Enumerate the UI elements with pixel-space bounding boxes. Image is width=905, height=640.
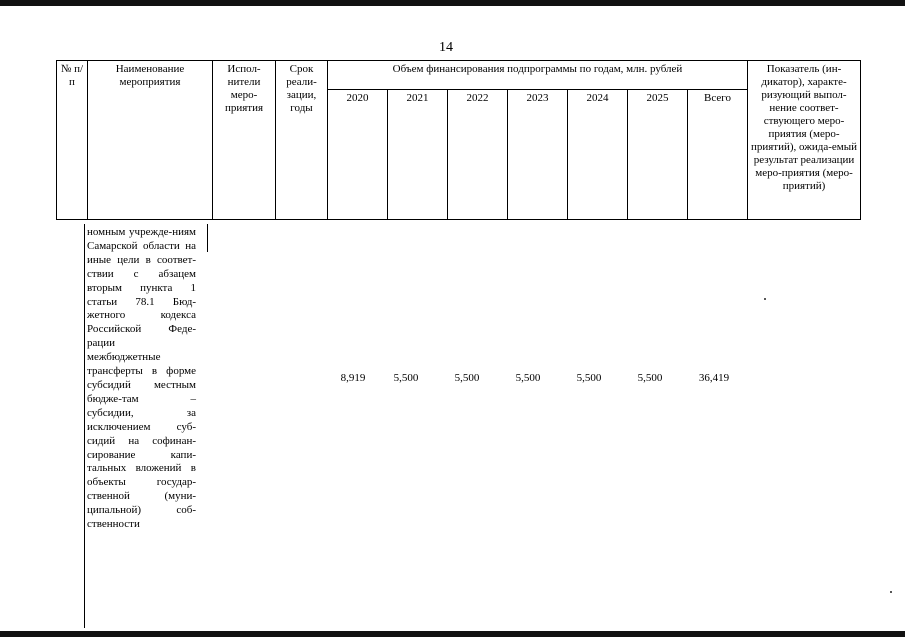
value-2024: 5,500 [576,372,602,384]
value-2020: 8,919 [340,372,366,384]
top-border-bar [0,0,905,6]
value-total: 36,419 [698,372,730,384]
measure-continuation-text: номным учрежде-ниям Самарской области на иные цели в соответ-ствии с абзацем вторым пункта 1 статьи 78.1 Бюд-жетного кодекса Российской Феде-рации [87,226,196,350]
header-year: 2024 [568,90,628,220]
header-year-total: Всего [688,90,748,220]
measure-name-text: межбюджетные трансферты в форме субсидий местным бюдже-там – субсидии, за исключением суб-сидий на софинан-сирование капи-тальных вложений в объекты государ-ственной (муни-ципальной) соб-ственности [87,351,196,531]
header-indicator: Показатель (ин-дикатор), характе-ризующий выпол-нение соответ-ствующего меро-приятия (меро-приятий), ожида-емый результат реализации меро-приятия (меро-приятий) [748,61,861,220]
header-year: 2023 [508,90,568,220]
value-2021: 5,500 [393,372,419,384]
header-executors: Испол-нители меро-приятия [213,61,276,220]
header-term: Срок реали-зации, годы [276,61,328,220]
page-number: 14 [439,40,453,55]
table-header [56,60,861,220]
header-num: № п/п [57,61,88,220]
header-year: 2021 [388,90,448,220]
bottom-border-bar [0,631,905,637]
value-2025: 5,500 [637,372,663,384]
measure-name-cell [87,226,196,532]
value-2023: 5,500 [515,372,541,384]
column-divider [207,224,208,252]
header-name: Наименование мероприятия [88,61,213,220]
header-funding-group: Объем финансирования подпрограммы по годам, млн. рублей [328,61,748,90]
scan-speck [890,591,892,593]
scan-speck [764,298,766,300]
value-2022: 5,500 [454,372,480,384]
header-year: 2022 [448,90,508,220]
column-divider [84,224,85,628]
header-year: 2020 [328,90,388,220]
header-year: 2025 [628,90,688,220]
